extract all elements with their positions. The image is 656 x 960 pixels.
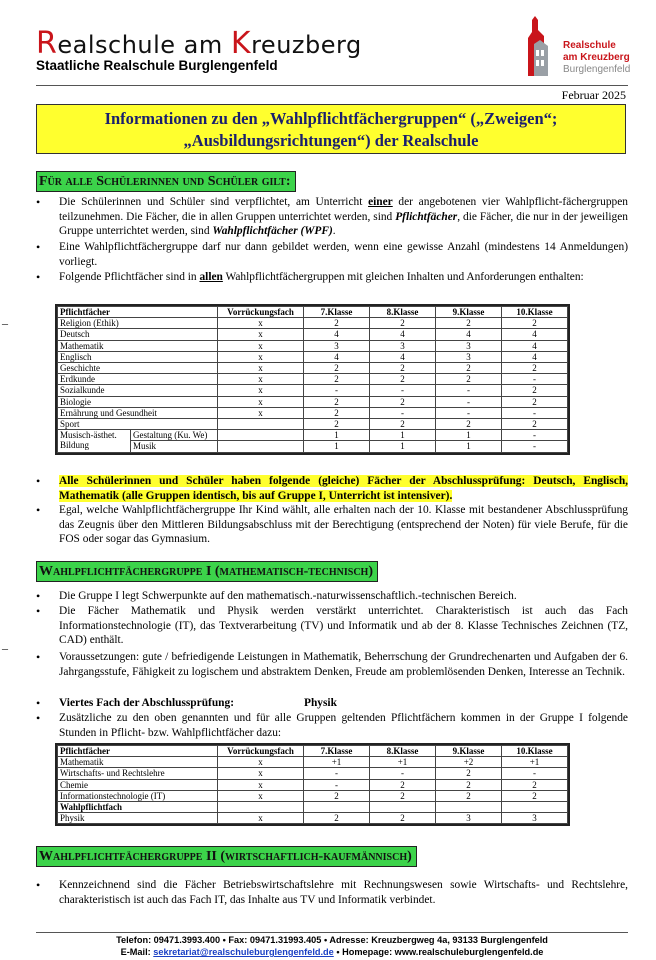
value-cell: +2	[436, 757, 502, 768]
bullet-icon: •	[36, 878, 41, 892]
value-cell: x	[218, 790, 304, 801]
value-cell: 2	[370, 363, 436, 374]
value-cell: x	[218, 363, 304, 374]
table-header-row	[58, 746, 568, 757]
value-cell: x	[218, 768, 304, 779]
bullet-icon: •	[36, 474, 41, 488]
empty-cell	[502, 802, 568, 813]
value-cell: 4	[304, 351, 370, 362]
value-cell: 2	[304, 407, 370, 418]
value-cell: 2	[502, 779, 568, 790]
footer-web-line: E-Mail: sekretariat@realschuleburglengenfeld.de • Homepage: www.realschuleburglengenfeld.de	[120, 947, 544, 957]
subject-cell: Informationstechnologie (IT)	[58, 790, 218, 801]
bullet-icon: •	[36, 589, 41, 603]
footer-contact-line: Telefon: 09471.3993.400 • Fax: 09471.31993.405 • Adresse: Kreuzbergweg 4a, 93133 Burglengenfeld	[116, 935, 548, 945]
value-cell	[218, 419, 304, 430]
subject-cell: Sport	[58, 419, 218, 430]
value-cell	[218, 441, 304, 452]
bullet-icon: •	[36, 604, 41, 618]
value-cell: -	[436, 385, 502, 396]
value-cell: 2	[502, 363, 568, 374]
table-row	[58, 396, 568, 407]
list-item: • Die Fächer Mathematik und Physik werden verstärkt unterrichtet. Charakteristisch ist auch das Fach Informationstechnologie (IT), das Textverarbeitung (TV) und Informatik und ab der 8. Klasse Technisches Zeichnen (TZ, CAD) enthält.	[36, 604, 628, 647]
email-link[interactable]: sekretariat@realschuleburglengenfeld.de	[153, 947, 334, 957]
school-name: Realschule am Kreuzberg	[36, 26, 362, 61]
column-header: 9.Klasse	[436, 746, 502, 757]
subject-cell: Chemie	[58, 779, 218, 790]
value-cell: 2	[436, 318, 502, 329]
section-heading-all-students: Für alle Schülerinnen und Schüler gilt:	[36, 171, 296, 192]
bullet-icon: •	[36, 240, 41, 254]
value-cell: 3	[304, 340, 370, 351]
margin-mark: –	[2, 316, 8, 330]
logo-line-1: Realschule	[563, 40, 616, 51]
value-cell: x	[218, 757, 304, 768]
subject-cell: Mathematik	[58, 340, 218, 351]
empty-cell	[370, 802, 436, 813]
value-cell: +1	[304, 757, 370, 768]
value-cell: 2	[436, 768, 502, 779]
group-label-cell	[58, 430, 218, 452]
column-header: 9.Klasse	[436, 307, 502, 318]
value-cell: 2	[304, 396, 370, 407]
value-cell: -	[502, 430, 568, 441]
school-subtitle: Staatliche Realschule Burglengenfeld	[36, 58, 278, 73]
list-item: • Viertes Fach der Abschlussprüfung: Physik	[36, 696, 337, 710]
subject-cell: Gestaltung (Ku. We)	[131, 430, 217, 441]
wpf-header: Wahlpflichtfach	[58, 802, 218, 813]
value-cell: -	[304, 768, 370, 779]
value-cell: 2	[304, 318, 370, 329]
value-cell: x	[218, 318, 304, 329]
value-cell: x	[218, 351, 304, 362]
info-banner	[36, 104, 626, 154]
subject-cell: Physik	[58, 813, 218, 824]
value-cell: 2	[370, 790, 436, 801]
column-header: 10.Klasse	[502, 307, 568, 318]
value-cell: x	[218, 340, 304, 351]
bullet-icon: •	[36, 195, 41, 209]
table-row	[58, 757, 568, 768]
list-item: • Die Gruppe I legt Schwerpunkte auf den mathematisch.-naturwissenschaftlich.-technischen Bereich.	[36, 589, 517, 603]
list-item: • Alle Schülerinnen und Schüler haben folgende (gleiche) Fächer der Abschlussprüfung: Deutsch, Englisch, Mathematik (alle Gruppen identisch, bis auf Gruppe I, Unterricht ist intensiver).	[36, 474, 628, 502]
pflichtfaecher-table	[55, 304, 570, 455]
empty-cell	[218, 802, 304, 813]
column-header: Pflichtfächer	[58, 307, 218, 318]
subject-cell: Wirtschafts- und Rechtslehre	[58, 768, 218, 779]
column-header: 8.Klasse	[370, 307, 436, 318]
value-cell: 4	[436, 329, 502, 340]
column-header: Vorrückungsfach	[218, 307, 304, 318]
value-cell: 1	[370, 441, 436, 452]
document-date: Februar 2025	[561, 88, 626, 102]
value-cell: 2	[370, 374, 436, 385]
value-cell: 2	[370, 396, 436, 407]
value-cell: 2	[502, 385, 568, 396]
value-cell: x	[218, 813, 304, 824]
logo-line-3: Burglengenfeld	[563, 64, 631, 75]
value-cell: 3	[436, 813, 502, 824]
value-cell: 2	[304, 374, 370, 385]
value-cell: x	[218, 329, 304, 340]
empty-cell	[436, 802, 502, 813]
value-cell: 1	[436, 441, 502, 452]
value-cell: 2	[304, 363, 370, 374]
column-header: 7.Klasse	[304, 307, 370, 318]
subject-cell: Englisch	[58, 351, 218, 362]
footer	[36, 934, 628, 958]
value-cell: +1	[370, 757, 436, 768]
value-cell: 2	[436, 363, 502, 374]
value-cell: 2	[436, 419, 502, 430]
section-heading-group-1: Wahlpflichtfächergruppe I (mathematisch-technisch)	[36, 561, 378, 582]
bullet-icon: •	[36, 650, 41, 664]
list-item: • Kennzeichnend sind die Fächer Betriebswirtschaftslehre mit Rechnungswesen sowie Wirtschafts- und Rechtslehre, charakteristisch ist auch das Fach IT, das Inhalte aus TV und Informatik verbindet.	[36, 878, 628, 906]
table-row	[58, 340, 568, 351]
column-header: Vorrückungsfach	[218, 746, 304, 757]
table-row	[58, 374, 568, 385]
table-header-row	[58, 307, 568, 318]
value-cell: 1	[436, 430, 502, 441]
value-cell: 2	[436, 790, 502, 801]
table-row	[58, 351, 568, 362]
value-cell: 2	[370, 779, 436, 790]
subject-cell: Ernährung und Gesundheit	[58, 407, 218, 418]
value-cell: x	[218, 779, 304, 790]
table-row	[58, 385, 568, 396]
value-cell: 1	[370, 430, 436, 441]
list-item: • Voraussetzungen: gute / befriedigende Leistungen in Mathematik, Beherrschung der Grundrechenarten und Aufgaben der 6. Jahrgangsstufe, Fähigkeit zu logischem und abstraktem Denken, Freude am problemlösenden Denken, Interesse an Technik.	[36, 650, 628, 678]
list-item: • Zusätzliche zu den oben genannten und für alle Gruppen geltenden Pflichtfächern kommen in der Gruppe I folgende Stunden in Pflicht- bzw. Wahlpflichtfächer dazu:	[36, 711, 628, 739]
value-cell: 2	[502, 318, 568, 329]
table-row	[58, 329, 568, 340]
table-row	[58, 318, 568, 329]
list-item: • Die Schülerinnen und Schüler sind verpflichtet, am Unterricht einer der angebotenen vier Wahlpflicht-fächergruppen teilzunehmen. Die Fächer, die in allen Gruppen unterrichtet werden, sind Pflichtfächer, die Fächer, die nur in der jeweiligen Gruppe unterrichtet werden, sind Wahlpflichtfächer (WPF).	[36, 195, 628, 238]
bullet-icon: •	[36, 503, 41, 517]
subject-cell: Erdkunde	[58, 374, 218, 385]
value-cell: 4	[502, 329, 568, 340]
column-header: Pflichtfächer	[58, 746, 218, 757]
value-cell: -	[502, 441, 568, 452]
footer-divider	[36, 932, 628, 933]
value-cell: 2	[502, 790, 568, 801]
group-label: Musisch-ästhet. Bildung	[58, 430, 131, 451]
value-cell: 2	[502, 396, 568, 407]
value-cell: 4	[370, 351, 436, 362]
value-cell: x	[218, 374, 304, 385]
logo-line-2: am Kreuzberg	[563, 52, 630, 63]
value-cell: -	[502, 768, 568, 779]
value-cell: 3	[370, 340, 436, 351]
value-cell: -	[304, 779, 370, 790]
subject-cell: Musik	[133, 441, 157, 452]
value-cell: 2	[304, 419, 370, 430]
value-cell: -	[304, 385, 370, 396]
value-cell: 2	[370, 318, 436, 329]
bullet-icon: •	[36, 711, 41, 725]
column-header: 7.Klasse	[304, 746, 370, 757]
banner-line-2: „Ausbildungsrichtungen“) der Realschule	[183, 131, 479, 150]
table-row	[58, 802, 568, 813]
value-cell: -	[370, 768, 436, 779]
header-divider	[36, 85, 628, 86]
logo-text	[563, 40, 630, 76]
list-item: • Folgende Pflichtfächer sind in allen Wahlpflichtfächergruppen mit gleichen Inhalten und Anforderungen enthalten:	[36, 270, 584, 284]
bullet-icon: •	[36, 270, 41, 284]
subject-cell: Biologie	[58, 396, 218, 407]
table-row	[58, 363, 568, 374]
value-cell: 1	[304, 430, 370, 441]
value-cell: 2	[304, 790, 370, 801]
subject-cell: Religion (Ethik)	[58, 318, 218, 329]
table-row	[58, 790, 568, 801]
value-cell: -	[370, 385, 436, 396]
value-cell: 3	[436, 340, 502, 351]
table-row	[58, 419, 568, 430]
value-cell: -	[436, 407, 502, 418]
table-row	[58, 813, 568, 824]
value-cell: 2	[436, 374, 502, 385]
gruppe-1-table	[55, 743, 570, 826]
value-cell: x	[218, 396, 304, 407]
subject-cell: Mathematik	[58, 757, 218, 768]
value-cell: -	[370, 407, 436, 418]
table-row	[58, 430, 568, 441]
bullet-icon: •	[36, 696, 41, 710]
list-item: • Egal, welche Wahlpflichtfächergruppe Ihr Kind wählt, alle erhalten nach der 10. Klasse mit bestandener Abschlussprüfung das Zeugnis über den Mittleren Bildungsabschluss mit der Berechtigung (entsprechend der Noten) für viele Berufe, für die FOS oder sogar das Gymnasium.	[36, 503, 628, 546]
subject-cell: Deutsch	[58, 329, 218, 340]
column-header: 10.Klasse	[502, 746, 568, 757]
value-cell: x	[218, 385, 304, 396]
value-cell: 2	[370, 419, 436, 430]
value-cell: 1	[304, 441, 370, 452]
list-item: • Eine Wahlpflichtfächergruppe darf nur dann gebildet werden, wenn eine gewisse Anzahl (mindestens 14 Anmeldungen) vorliegt.	[36, 240, 628, 268]
section-heading-group-2: Wahlpflichtfächergruppe II (wirtschaftlich-kaufmännisch)	[36, 846, 417, 867]
table-row	[58, 779, 568, 790]
value-cell: 2	[370, 813, 436, 824]
subject-cell: Sozialkunde	[58, 385, 218, 396]
value-cell: 2	[436, 779, 502, 790]
value-cell: -	[502, 374, 568, 385]
value-cell: 4	[502, 351, 568, 362]
value-cell	[218, 430, 304, 441]
value-cell: +1	[502, 757, 568, 768]
value-cell: 2	[502, 419, 568, 430]
banner-line-1: Informationen zu den „Wahlpflichtfächergruppen“ („Zweigen“;	[104, 109, 558, 128]
subject-cell: Geschichte	[58, 363, 218, 374]
column-header: 8.Klasse	[370, 746, 436, 757]
value-cell: 4	[304, 329, 370, 340]
value-cell: -	[502, 407, 568, 418]
value-cell: x	[218, 407, 304, 418]
table-row	[58, 768, 568, 779]
value-cell: 2	[304, 813, 370, 824]
value-cell: -	[436, 396, 502, 407]
value-cell: 4	[370, 329, 436, 340]
table-row	[58, 407, 568, 418]
value-cell: 3	[502, 813, 568, 824]
empty-cell	[304, 802, 370, 813]
value-cell: 4	[502, 340, 568, 351]
margin-mark: –	[2, 641, 8, 655]
value-cell: 3	[436, 351, 502, 362]
